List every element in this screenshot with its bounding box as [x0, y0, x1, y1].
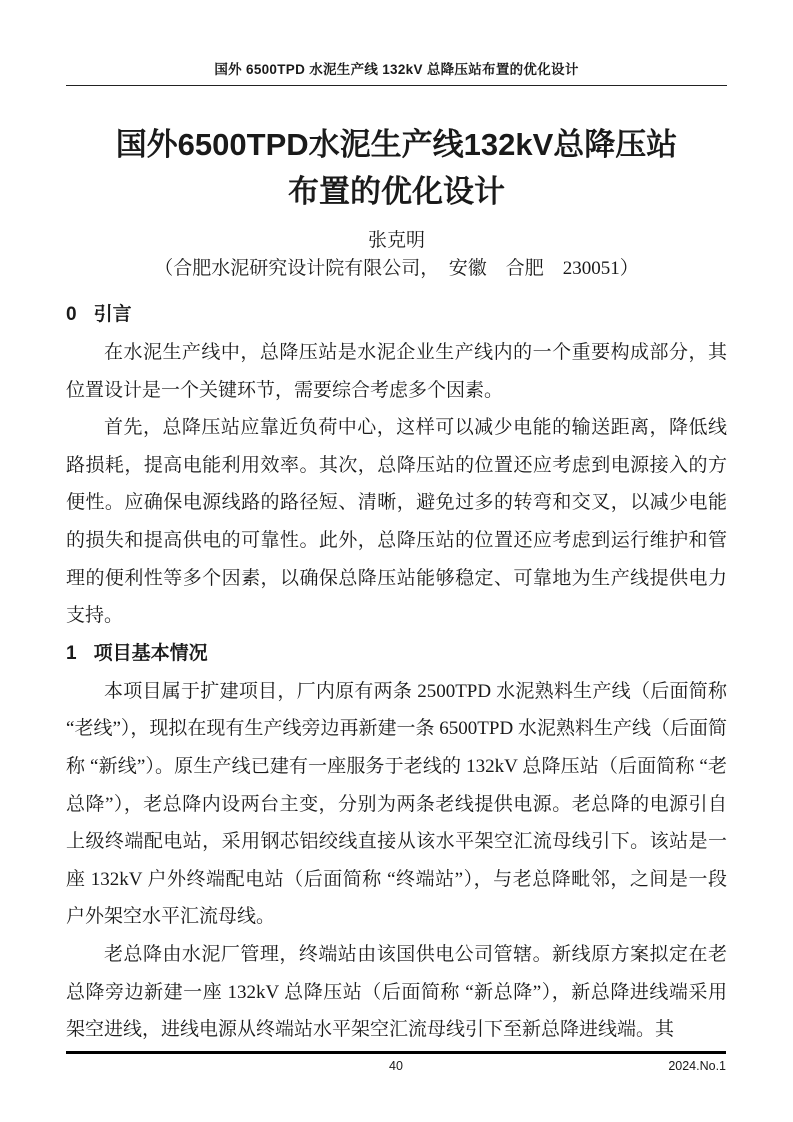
author-affiliation: （合肥水泥研究设计院有限公司， 安徽 合肥 230051） — [154, 258, 639, 279]
section-heading-project-overview — [66, 641, 727, 667]
footer-rule — [66, 1051, 726, 1054]
section-title: 项目基本情况 — [93, 642, 208, 664]
paragraph: 首先，总降压站应靠近负荷中心，这样可以减少电能的输送距离，降低线路损耗，提高电能利用效率。其次，总降压站的位置还应考虑到电源接入的方便性。应确保电源线路的路径短、清晰，避免过多的转弯和交叉，以减少电能的损失和提高供电的可靠性。此外，总降压站的位置还应考虑到运行维护和管理的便利性等多个因素，以确保总降压站能够稳定、可靠地为生产线提供电力支持。 — [66, 417, 727, 627]
paragraph: 本项目属于扩建项目，厂内原有两条 2500TPD 水泥熟料生产线（后面简称 “老线”），现拟在现有生产线旁边再新建一条 6500TPD 水泥熟料生产线（后面简称 “新线”）。原生产线已建有一座服务于老线的 132kV 总降压站（后面简称 “老总降”），老总降内设两台主变，分别为两条老线提供电源。老总降的电源引自上级终端配电站，采用钢芯铝绞线直接从该水平架空汇流母线引下。该站是一座 132kV 户外终端配电站（后面简称 “终端站”），与老总降毗邻，之间是一段户外架空水平汇流母线。 — [66, 680, 727, 928]
page-number: 40 — [389, 1059, 403, 1073]
running-header-text: 国外 6500TPD 水泥生产线 132kV 总降压站布置的优化设计 — [214, 62, 579, 77]
running-header — [66, 0, 727, 86]
page-footer — [66, 1058, 726, 1074]
section-number: 1 — [66, 642, 77, 664]
paragraph: 在水泥生产线中，总降压站是水泥企业生产线内的一个重要构成部分，其位置设计是一个关键环节，需要综合考虑多个因素。 — [66, 342, 727, 401]
article-title — [40, 121, 753, 215]
section-title: 引言 — [93, 304, 132, 325]
article-title-line-1: 国外6500TPD水泥生产线132kV总降压站 — [115, 127, 678, 162]
article-title-line-2: 布置的优化设计 — [288, 174, 505, 209]
section-heading-introduction — [66, 302, 727, 328]
section-number: 0 — [66, 304, 77, 325]
paragraph: 老总降由水泥厂管理，终端站由该国供电公司管辖。新线原方案拟定在老总降旁边新建一座 132kV 总降压站（后面简称 “新总降”），新总降进线端采用架空进线，进线电源从终端站水平架空汇流母线引下至新总降进线端。其 — [66, 943, 727, 1041]
author-name: 张克明 — [367, 230, 425, 251]
issue-label: 2024.No.1 — [668, 1059, 726, 1073]
